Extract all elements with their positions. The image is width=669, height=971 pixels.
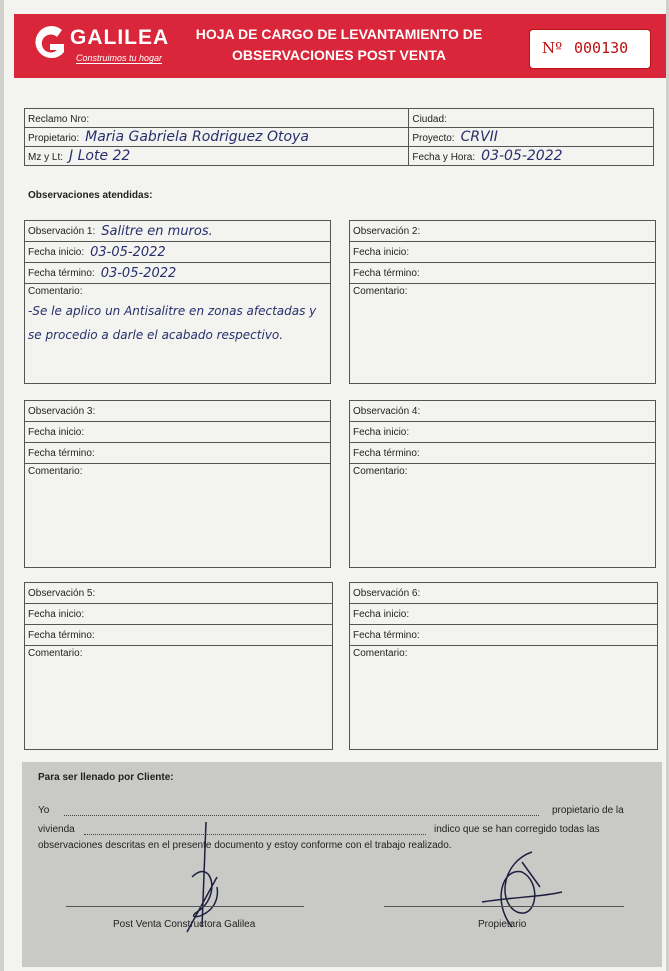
observation-box-1 (24, 220, 331, 384)
observation-2-termino-row[interactable] (350, 263, 655, 284)
form-title (184, 24, 494, 66)
mz-label: Mz y Lt: (28, 152, 64, 163)
observation-6-termino-row[interactable] (350, 625, 657, 646)
mz-cell[interactable] (25, 147, 409, 166)
observation-4-row[interactable] (350, 401, 655, 422)
observation-5-inicio-row[interactable] (25, 604, 332, 625)
observation-3-row[interactable] (25, 401, 330, 422)
signature-label-left: Post Venta Constructora Galilea (113, 919, 256, 930)
header-band (14, 14, 666, 78)
proyecto-value: CRVII (460, 129, 498, 145)
observation-5-label: Observación 5: (28, 587, 96, 599)
declaration-text: observaciones descritas en el presente documento y estoy conforme con el trabajo realizado. (38, 840, 452, 851)
fecha-cell[interactable] (409, 147, 654, 166)
observation-5-inicio-label: Fecha inicio: (28, 608, 85, 620)
observation-6-comment-label: Comentario: (353, 648, 408, 659)
signature-label-right: Propietario (478, 919, 527, 930)
observation-5-comment[interactable] (25, 646, 332, 661)
observation-3-inicio-label: Fecha inicio: (28, 426, 85, 438)
observation-1-row[interactable] (25, 221, 330, 242)
ciudad-label: Ciudad: (412, 114, 447, 125)
propietario-cell[interactable] (25, 128, 409, 147)
observation-2-row[interactable] (350, 221, 655, 242)
observation-1-comment-label: Comentario: (28, 286, 83, 297)
client-section (22, 762, 662, 967)
reclamo-cell[interactable] (25, 109, 409, 128)
observation-1-termino-value: 03-05-2022 (100, 265, 177, 281)
section-title: Observaciones atendidas: (28, 190, 153, 201)
observation-4-comment-label: Comentario: (353, 466, 408, 477)
client-section-title: Para ser llenado por Cliente: (38, 772, 174, 783)
observation-6-inicio-row[interactable] (350, 604, 657, 625)
observation-3-label: Observación 3: (28, 405, 96, 417)
fecha-label: Fecha y Hora: (412, 152, 476, 163)
proyecto-cell[interactable] (409, 128, 654, 147)
yo-field[interactable] (64, 815, 539, 816)
observation-6-inicio-label: Fecha inicio: (353, 608, 410, 620)
observation-1-inicio-label: Fecha inicio: (28, 246, 85, 258)
observation-1-comment[interactable] (25, 284, 330, 349)
galilea-g-icon (32, 24, 68, 64)
observation-box-4 (349, 400, 656, 568)
observation-4-comment[interactable] (350, 464, 655, 479)
observation-3-termino-label: Fecha término: (28, 447, 95, 459)
observation-3-comment[interactable] (25, 464, 330, 479)
observation-4-inicio-row[interactable] (350, 422, 655, 443)
observation-5-termino-row[interactable] (25, 625, 332, 646)
observation-box-2 (349, 220, 656, 384)
observation-1-inicio-row[interactable] (25, 242, 330, 263)
fecha-value: 03-05-2022 (481, 148, 563, 164)
propietario-label: Propietario: (28, 133, 80, 144)
number-value: 000130 (574, 39, 629, 57)
yo-label: Yo (38, 805, 50, 816)
form-sheet (4, 0, 666, 971)
observation-6-row[interactable] (350, 583, 657, 604)
observation-2-inicio-label: Fecha inicio: (353, 246, 410, 258)
observation-5-termino-label: Fecha término: (28, 629, 95, 641)
form-title-line2: OBSERVACIONES POST VENTA (232, 47, 446, 63)
brand-tagline: Construimos tu hogar (76, 53, 163, 63)
observation-3-inicio-row[interactable] (25, 422, 330, 443)
observation-4-termino-label: Fecha término: (353, 447, 420, 459)
form-number-box (529, 29, 651, 69)
vivienda-label: vivienda (38, 824, 75, 835)
brand-name: GALILEA (70, 26, 170, 49)
galilea-logo (32, 24, 172, 72)
form-title-line1: HOJA DE CARGO DE LEVANTAMIENTO DE (195, 26, 483, 42)
propietario-de-la-label: propietario de la (552, 805, 624, 816)
observation-1-comment-text: -Se le aplico un Antisalitre en zonas afectadas y se procedio a darle el acabado respectivo. (28, 304, 317, 342)
observation-5-row[interactable] (25, 583, 332, 604)
proyecto-label: Proyecto: (412, 133, 455, 144)
vivienda-field[interactable] (84, 834, 426, 835)
observation-3-comment-label: Comentario: (28, 466, 83, 477)
observation-2-inicio-row[interactable] (350, 242, 655, 263)
reclamo-label: Reclamo Nro: (28, 114, 90, 125)
observation-4-termino-row[interactable] (350, 443, 655, 464)
observation-2-comment-label: Comentario: (353, 286, 408, 297)
observation-4-label: Observación 4: (353, 405, 421, 417)
observation-2-termino-label: Fecha término: (353, 267, 420, 279)
indico-label: indico que se han corregido todas las (434, 824, 600, 835)
observation-6-termino-label: Fecha término: (353, 629, 420, 641)
observation-6-label: Observación 6: (353, 587, 421, 599)
observation-2-label: Observación 2: (353, 225, 421, 237)
observation-1-value: Salitre en muros. (101, 223, 213, 239)
observation-1-termino-label: Fecha término: (28, 267, 95, 279)
mz-value: J Lote 22 (69, 148, 131, 164)
observation-2-comment[interactable] (350, 284, 655, 299)
signature-line-left[interactable] (66, 906, 304, 907)
observation-1-inicio-value: 03-05-2022 (90, 244, 166, 260)
observation-5-comment-label: Comentario: (28, 648, 83, 659)
number-label: Nº (542, 39, 563, 57)
info-table (24, 108, 654, 166)
observation-box-6 (349, 582, 658, 750)
observation-1-label: Observación 1: (28, 225, 96, 237)
observation-6-comment[interactable] (350, 646, 657, 661)
ciudad-cell[interactable] (409, 109, 654, 128)
observation-box-3 (24, 400, 331, 568)
signature-line-right[interactable] (384, 906, 624, 907)
observation-4-inicio-label: Fecha inicio: (353, 426, 410, 438)
observation-3-termino-row[interactable] (25, 443, 330, 464)
observation-1-termino-row[interactable] (25, 263, 330, 284)
propietario-value: Maria Gabriela Rodriguez Otoya (85, 129, 309, 145)
observation-box-5 (24, 582, 333, 750)
